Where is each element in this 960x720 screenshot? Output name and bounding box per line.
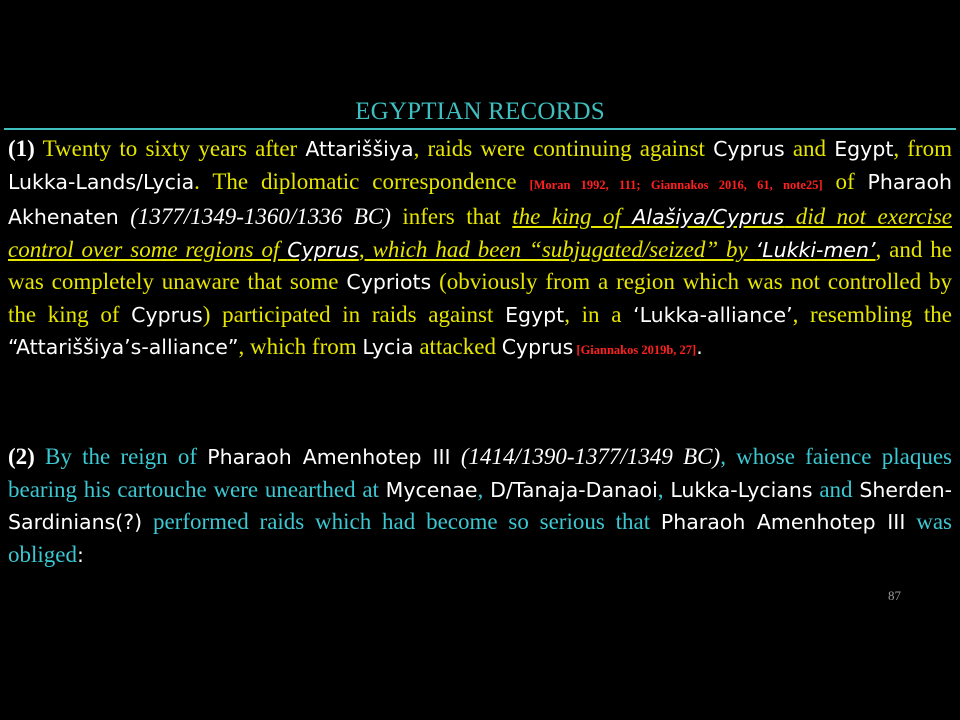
text: , and he was completely unaware that some <box>8 236 952 294</box>
text: (obviously from a region which was not controlled by the king of <box>8 269 952 327</box>
text: , whose faience plaques bearing his cartouche were unearthed at <box>8 444 952 502</box>
text: Twenty to sixty years after <box>34 136 306 161</box>
paragraph-number: (1) <box>8 136 35 161</box>
name-attarissiya: Attariššiya <box>305 137 414 161</box>
name-akhenaten: Pharaoh Akhenaten <box>8 169 952 229</box>
text: , <box>657 476 671 502</box>
name-lukka-lands: Lukka-Lands/Lycia <box>8 169 195 194</box>
page-number: 87 <box>888 588 901 603</box>
text: . The diplomatic correspondence <box>194 168 530 194</box>
text: , which had been “subjugated/seized” by <box>358 236 756 262</box>
name-cyprus: Cyprus <box>131 302 203 327</box>
text: , in a <box>564 301 634 327</box>
dates: (1377/1349-1360/1336 BC) <box>118 204 391 229</box>
citation: [Giannakos 2019b, 27] <box>573 343 697 357</box>
text: did not exercise control over some regions of <box>8 204 953 262</box>
text: attacked <box>413 334 502 359</box>
name-amenhotep: Pharaoh Amenhotep III <box>207 445 451 469</box>
name-cyprus: Cyprus <box>713 137 785 161</box>
name-cypriots: Cypriots <box>346 270 432 294</box>
text: : <box>77 542 84 567</box>
name-attarissiya-alliance: “Attariššiya’s-alliance” <box>8 335 239 359</box>
paragraph-1 <box>8 133 952 367</box>
text: , <box>477 476 491 502</box>
slide-title: EGYPTIAN RECORDS <box>355 98 605 125</box>
name-cyprus: Cyprus <box>287 237 359 262</box>
text: , raids were continuing against <box>413 136 714 161</box>
citation: [Moran 1992, 111; Giannakos 2016, 61, note25] <box>529 177 823 192</box>
text: , from <box>893 136 953 161</box>
name-alasiya: Alašiya/Cyprus <box>632 205 785 229</box>
text: By the reign of <box>34 444 208 469</box>
text: the king of <box>512 204 633 229</box>
text: was obliged <box>8 509 952 567</box>
text: , which from <box>238 334 363 359</box>
paragraph-number: (2) <box>8 444 35 469</box>
name-lukki-men: ‘Lukki-men’ <box>755 237 876 262</box>
name-amenhotep: Pharaoh Amenhotep III <box>660 510 906 534</box>
name-mycenae: Mycenae <box>385 477 478 502</box>
name-egypt: Egypt <box>834 137 894 161</box>
name-sherden: Sherden-Sardinians(?) <box>8 477 953 534</box>
name-cyprus: Cyprus <box>501 335 574 359</box>
text: and <box>784 136 835 161</box>
dates: (1414/1390-1377/1349 BC) <box>450 444 721 469</box>
name-danaoi: D/Tanaja-Danaoi <box>490 477 658 502</box>
text: of <box>822 168 868 194</box>
text: ) participated in raids against <box>202 301 506 327</box>
text: . <box>696 335 703 359</box>
name-egypt: Egypt <box>505 302 565 327</box>
text: and <box>812 476 860 502</box>
name-lukka-lycians: Lukka-Lycians <box>670 477 813 502</box>
text: performed raids which had become so serious that <box>142 509 661 534</box>
paragraph-2 <box>8 441 952 571</box>
title-divider <box>4 128 956 130</box>
name-lycia: Lycia <box>362 335 414 359</box>
text: , resembling the <box>792 301 952 327</box>
name-lukka-alliance: ‘Lukka-alliance’ <box>633 302 793 327</box>
text: infers that <box>390 204 513 229</box>
